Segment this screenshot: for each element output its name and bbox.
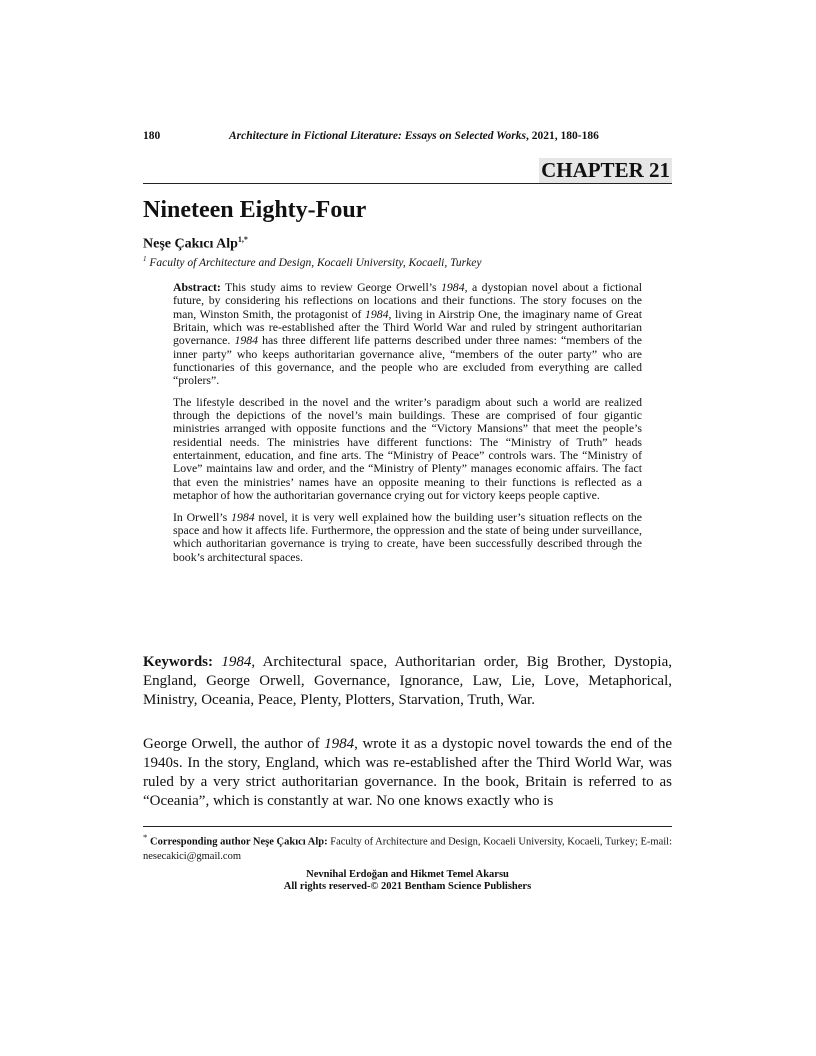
- abstract-label: Abstract:: [173, 280, 221, 294]
- author-sup: 1,*: [237, 235, 248, 244]
- affiliation: [143, 255, 481, 269]
- rights: All rights reserved-© 2021 Bentham Science Publishers: [283, 881, 532, 892]
- journal-citation: [229, 130, 599, 142]
- text: 1984: [364, 306, 389, 321]
- journal-year-pages: , 2021, 180-186: [526, 130, 599, 142]
- affiliation-sup: 1: [143, 255, 147, 263]
- abstract-paragraph: The lifestyle described in the novel and the writer’s paradigm about such a world are realized through the depictions of the novel’s main buildings. These are comprised of four gigantic ministries arranged with opposite functions and the “Victory Mansions” that meet the people’s residential needs. The ministries have different functions: The “Ministry of Truth” heads entertainment, education, and fine arts. The “Ministry of Peace” controls wars. The “Ministry of Love” maintains law and order, and the “Ministry of Plenty” manages economic affairs. The fact that even the ministries’ names have an opposite meaning to their functions is reflected as a metaphor of how the authoritarian governance crying out for victory keeps people captive.: [173, 394, 642, 503]
- text: In Orwell’s: [173, 509, 232, 524]
- text: , Architectural space, Authoritarian order, Big Brother, Dystopia, England, George Orwell, Governance, Ignorance, Law, Lie, Love, Metaphorical, Ministry, Oceania, Peace, Plenty, Plotters, Starvation, Truth, War.: [143, 654, 672, 708]
- author: [143, 235, 248, 253]
- text: Faculty of Architecture and Design, Kocaeli University, Kocaeli, Turkey; E-mail: nesecakici@gmail.com: [143, 836, 672, 862]
- text: George Orwell, the author of: [143, 736, 325, 752]
- abstract-paragraph: [173, 511, 642, 564]
- text: 1984: [221, 654, 252, 670]
- footnote-rule: [143, 826, 672, 827]
- publisher-info: [143, 869, 672, 893]
- journal-title: Architecture in Fictional Literature: Essays on Selected Works: [229, 130, 526, 142]
- keywords: [143, 653, 672, 710]
- text: , a dystopian novel about a fictional future, by considering his reflections on locations and their functions. The story focuses on the man, Winston Smith, the protagonist of: [173, 280, 642, 321]
- body-paragraph: [143, 735, 672, 811]
- affiliation-text: Faculty of Architecture and Design, Kocaeli University, Kocaeli, Turkey: [149, 256, 482, 269]
- page-number: 180: [143, 130, 161, 142]
- keywords-label: Keywords:: [143, 654, 213, 670]
- abstract: [173, 281, 642, 572]
- header-rule: [143, 183, 672, 184]
- abstract-paragraph: [173, 281, 642, 388]
- editors: Nevnihal Erdoğan and Hikmet Temel Akarsu: [306, 869, 509, 880]
- footnote-label: Corresponding author Neşe Çakıcı Alp:: [150, 836, 328, 848]
- text: novel, it is very well explained how the building user’s situation reflects on the space and how it affects life. Furthermore, the oppression and the state of being under surveillance, which authoritarian governance is trying to create, have been successfully described through the book’s architectural spaces.: [173, 509, 642, 564]
- text: , living in Airstrip One, the imaginary name of Great Britain, which was re-established after the Third World War and ruled by stringent authoritarian governance.: [173, 306, 642, 348]
- footnote-sup: *: [143, 832, 148, 842]
- text: has three different life patterns described under three names: “members of the inner party” who keeps authoritarian governance alive, “members of the outer party” who are functionaries of this governance, and the people who are excluded from everything are called “prolers”.: [173, 333, 642, 388]
- text: 1984: [234, 333, 259, 348]
- text: 1984: [324, 736, 355, 752]
- text: This study aims to review George Orwell’s: [220, 280, 441, 294]
- text: 1984: [231, 509, 255, 524]
- text: 1984: [441, 280, 465, 294]
- author-name: Neşe Çakıcı Alp: [143, 236, 238, 252]
- footnote: [143, 830, 672, 864]
- page-title: Nineteen Eighty-Four: [143, 197, 367, 223]
- chapter-label: CHAPTER 21: [541, 158, 670, 182]
- text: , wrote it as a dystopic novel towards the end of the 1940s. In the story, England, which was re-established after the Third World War, was ruled by a very strict authoritarian governance. In the book, Britain is referred to as “Oceania”, which is constantly at war. No one knows exactly who is: [143, 736, 673, 809]
